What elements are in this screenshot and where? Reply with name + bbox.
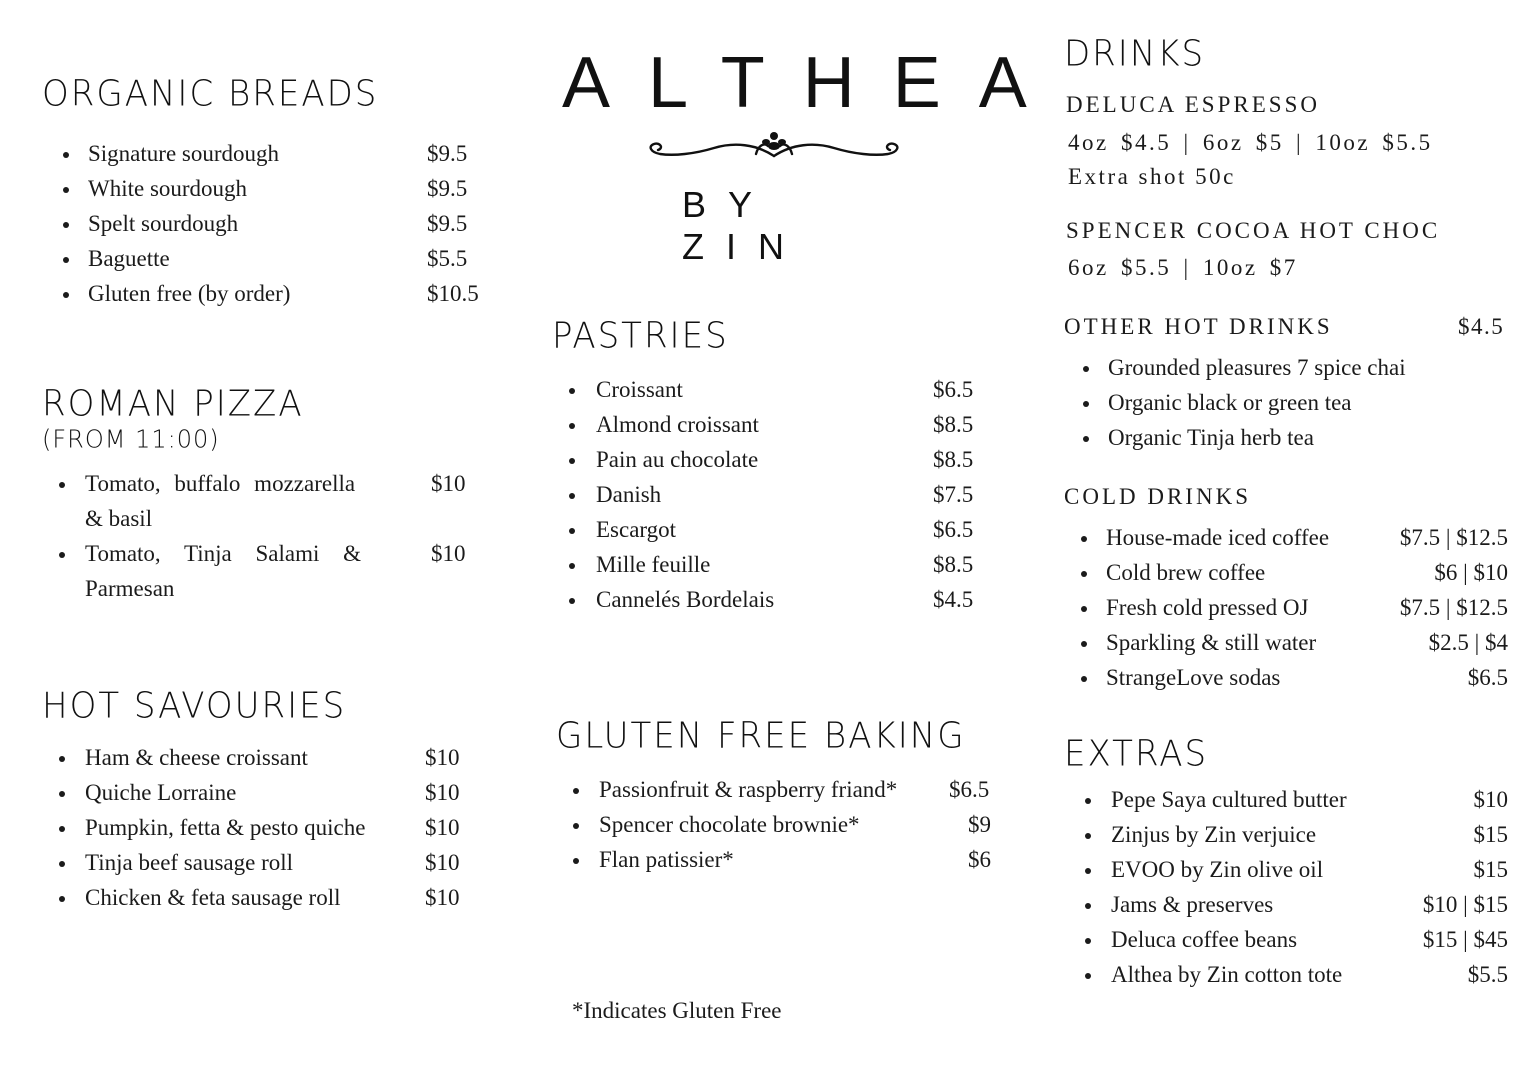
bullet-icon [1082, 420, 1092, 455]
item-name: Grounded pleasures 7 spice chai [1108, 355, 1406, 380]
item-price: $6.5 [933, 517, 974, 542]
item-name: Fresh cold pressed OJ [1106, 595, 1309, 620]
item-name: Almond croissant [596, 412, 759, 437]
roman-pizza-list [58, 466, 488, 606]
list-item [1080, 625, 1510, 660]
item-price: $6 | $10 [1434, 560, 1508, 585]
list-item [62, 136, 502, 171]
cold-drinks-title: COLD DRINKS [1064, 484, 1251, 509]
item-name: Danish [596, 482, 662, 507]
item-name: Pain au chocolate [596, 447, 759, 472]
item-price: $10.5 [427, 281, 479, 306]
bullet-icon [1082, 385, 1092, 420]
item-price: $10 [425, 780, 460, 805]
list-item [62, 241, 502, 276]
item-price: $15 [1473, 857, 1508, 882]
bullet-icon [62, 136, 72, 171]
bullet-icon [1084, 852, 1094, 887]
item-name: Organic Tinja herb tea [1108, 425, 1314, 450]
list-item [58, 810, 498, 845]
list-item [1082, 385, 1522, 420]
item-name: Ham & cheese croissant [85, 745, 308, 770]
list-item [572, 807, 1012, 842]
item-price: $10 [1473, 787, 1508, 812]
espresso-sizes: 4oz $4.5 | 6oz $5 | 10oz $5.5 [1068, 130, 1433, 155]
list-item [58, 466, 488, 536]
list-item [62, 206, 502, 241]
bullet-icon [58, 810, 68, 845]
item-price: $2.5 | $4 [1428, 630, 1508, 655]
extras-list [1084, 782, 1510, 992]
item-name: Sparkling & still water [1106, 630, 1317, 655]
bullet-icon [568, 407, 578, 442]
bullet-icon [1080, 520, 1090, 555]
bullet-icon [62, 276, 72, 311]
hot-choc-title: SPENCER COCOA HOT CHOC [1066, 218, 1441, 243]
item-name: Pumpkin, fetta & pesto quiche [85, 815, 366, 840]
list-item [1084, 887, 1510, 922]
item-price: $15 [1473, 822, 1508, 847]
bullet-icon [1080, 555, 1090, 590]
bullet-icon [1080, 660, 1090, 695]
item-price: $8.5 [933, 412, 974, 437]
extras-heading: EXTRAS [1064, 733, 1209, 775]
item-name: Organic black or green tea [1108, 390, 1352, 415]
item-name-line2: Parmesan [85, 576, 175, 601]
scroll-ornament-icon [644, 124, 904, 172]
list-item [58, 880, 498, 915]
list-item [1080, 555, 1510, 590]
item-name: Baguette [88, 246, 170, 271]
other-hot-price: $4.5 [1458, 314, 1505, 339]
item-price: $15 | $45 [1422, 927, 1508, 952]
bullet-icon [58, 880, 68, 915]
bullet-icon [568, 442, 578, 477]
gluten-free-heading: GLUTEN FREE BAKING [556, 715, 966, 757]
list-item [62, 171, 502, 206]
item-name: Tinja beef sausage roll [85, 850, 294, 875]
item-name: Signature sourdough [88, 141, 280, 166]
item-price: $7.5 | $12.5 [1399, 525, 1508, 550]
item-name: House-made iced coffee [1106, 525, 1330, 550]
item-price: $6.5 [949, 777, 990, 802]
item-price: $9.5 [427, 176, 468, 201]
drinks-heading: DRINKS [1064, 33, 1206, 75]
bullet-icon [1084, 817, 1094, 852]
list-item [1084, 852, 1510, 887]
hot-savouries-heading: HOT SAVOURIES [42, 685, 347, 727]
other-hot-list [1082, 350, 1522, 455]
list-item [1084, 922, 1510, 957]
item-name: Gluten free (by order) [88, 281, 291, 306]
bullet-icon [568, 477, 578, 512]
logo-subtitle: BY ZIN [682, 184, 806, 267]
item-name: Quiche Lorraine [85, 780, 237, 805]
item-name: White sourdough [88, 176, 248, 201]
item-name: Flan patissier* [599, 847, 734, 872]
item-name: Cold brew coffee [1106, 560, 1266, 585]
gluten-free-footnote: *Indicates Gluten Free [572, 998, 782, 1023]
list-item [1084, 817, 1510, 852]
list-item [58, 775, 498, 810]
item-name: Zinjus by Zin verjuice [1111, 822, 1317, 847]
espresso-title: DELUCA ESPRESSO [1066, 92, 1320, 117]
hot-choc-sizes: 6oz $5.5 | 10oz $7 [1068, 255, 1298, 280]
item-price: $10 [431, 471, 466, 496]
item-price: $6 [968, 847, 991, 872]
organic-breads-heading: ORGANIC BREADS [42, 73, 379, 115]
item-price: $9.5 [427, 211, 468, 236]
list-item [1082, 420, 1522, 455]
item-price: $10 [425, 815, 460, 840]
item-name: EVOO by Zin olive oil [1111, 857, 1324, 882]
organic-breads-list [62, 136, 502, 311]
item-name: Passionfruit & raspberry friand* [599, 777, 898, 802]
bullet-icon [568, 512, 578, 547]
item-price: $6.5 [933, 377, 974, 402]
list-item [58, 536, 488, 606]
item-price: $10 [425, 885, 460, 910]
bullet-icon [1080, 590, 1090, 625]
list-item [568, 372, 998, 407]
bullet-icon [572, 772, 582, 807]
bullet-icon [59, 552, 65, 558]
list-item [1080, 520, 1510, 555]
bullet-icon [62, 206, 72, 241]
item-name: Deluca coffee beans [1111, 927, 1298, 952]
list-item [1084, 957, 1510, 992]
item-name-line2: & basil [85, 506, 153, 531]
list-item [568, 442, 998, 477]
other-hot-title: OTHER HOT DRINKS [1064, 314, 1333, 339]
item-name-line1: Tomato, Tinja Salami & [85, 541, 362, 566]
list-item [62, 276, 502, 311]
bullet-icon [62, 171, 72, 206]
item-name: Spencer chocolate brownie* [599, 812, 860, 837]
pastries-heading: PASTRIES [552, 315, 729, 357]
bullet-icon [1080, 625, 1090, 660]
bullet-icon [58, 845, 68, 880]
cold-drinks-list [1080, 520, 1510, 695]
list-item [572, 772, 1012, 807]
item-name: Chicken & feta sausage roll [85, 885, 341, 910]
item-price: $4.5 [933, 587, 974, 612]
list-item [1080, 590, 1510, 625]
list-item [1084, 782, 1510, 817]
item-price: $9 [968, 812, 991, 837]
hot-savouries-list [58, 740, 498, 915]
bullet-icon [1084, 782, 1094, 817]
bullet-icon [1084, 957, 1094, 992]
list-item [58, 845, 498, 880]
item-name: Mille feuille [596, 552, 711, 577]
item-price: $5.5 [427, 246, 468, 271]
item-price: $7.5 [933, 482, 974, 507]
item-price: $8.5 [933, 552, 974, 577]
list-item [572, 842, 1012, 877]
list-item [568, 547, 998, 582]
bullet-icon [58, 740, 68, 775]
bullet-icon [1084, 922, 1094, 957]
item-price: $7.5 | $12.5 [1399, 595, 1508, 620]
bullet-icon [59, 482, 65, 488]
item-name: Jams & preserves [1111, 892, 1274, 917]
item-price: $10 [425, 850, 460, 875]
bullet-icon [58, 775, 68, 810]
pastries-list [568, 372, 998, 617]
bullet-icon [62, 241, 72, 276]
bullet-icon [1082, 350, 1092, 385]
bullet-icon [572, 807, 582, 842]
roman-pizza-note: (FROM 11:00) [42, 424, 220, 454]
item-name: Althea by Zin cotton tote [1111, 962, 1343, 987]
item-price: $10 | $15 [1422, 892, 1508, 917]
item-name: StrangeLove sodas [1106, 665, 1281, 690]
list-item [568, 477, 998, 512]
list-item [1082, 350, 1522, 385]
list-item [1080, 660, 1510, 695]
espresso-extra: Extra shot 50c [1068, 164, 1236, 189]
list-item [568, 582, 998, 617]
bullet-icon [568, 547, 578, 582]
roman-pizza-heading: ROMAN PIZZA [42, 383, 304, 425]
item-price: $10 [431, 541, 466, 566]
item-name: Cannelés Bordelais [596, 587, 775, 612]
list-item [568, 407, 998, 442]
logo-title: ALTHEA [562, 43, 1065, 123]
item-name-line1: Tomato, buffalo mozzarella [85, 471, 356, 496]
bullet-icon [1084, 887, 1094, 922]
item-price: $5.5 [1467, 962, 1508, 987]
item-price: $10 [425, 745, 460, 770]
bullet-icon [568, 582, 578, 617]
gluten-free-list [572, 772, 1012, 877]
item-name: Pepe Saya cultured butter [1111, 787, 1347, 812]
bullet-icon [572, 842, 582, 877]
item-name: Spelt sourdough [88, 211, 239, 236]
item-price: $8.5 [933, 447, 974, 472]
bullet-icon [568, 372, 578, 407]
item-price: $6.5 [1467, 665, 1508, 690]
item-name: Croissant [596, 377, 683, 402]
item-price: $9.5 [427, 141, 468, 166]
list-item [568, 512, 998, 547]
list-item [58, 740, 498, 775]
item-name: Escargot [596, 517, 677, 542]
